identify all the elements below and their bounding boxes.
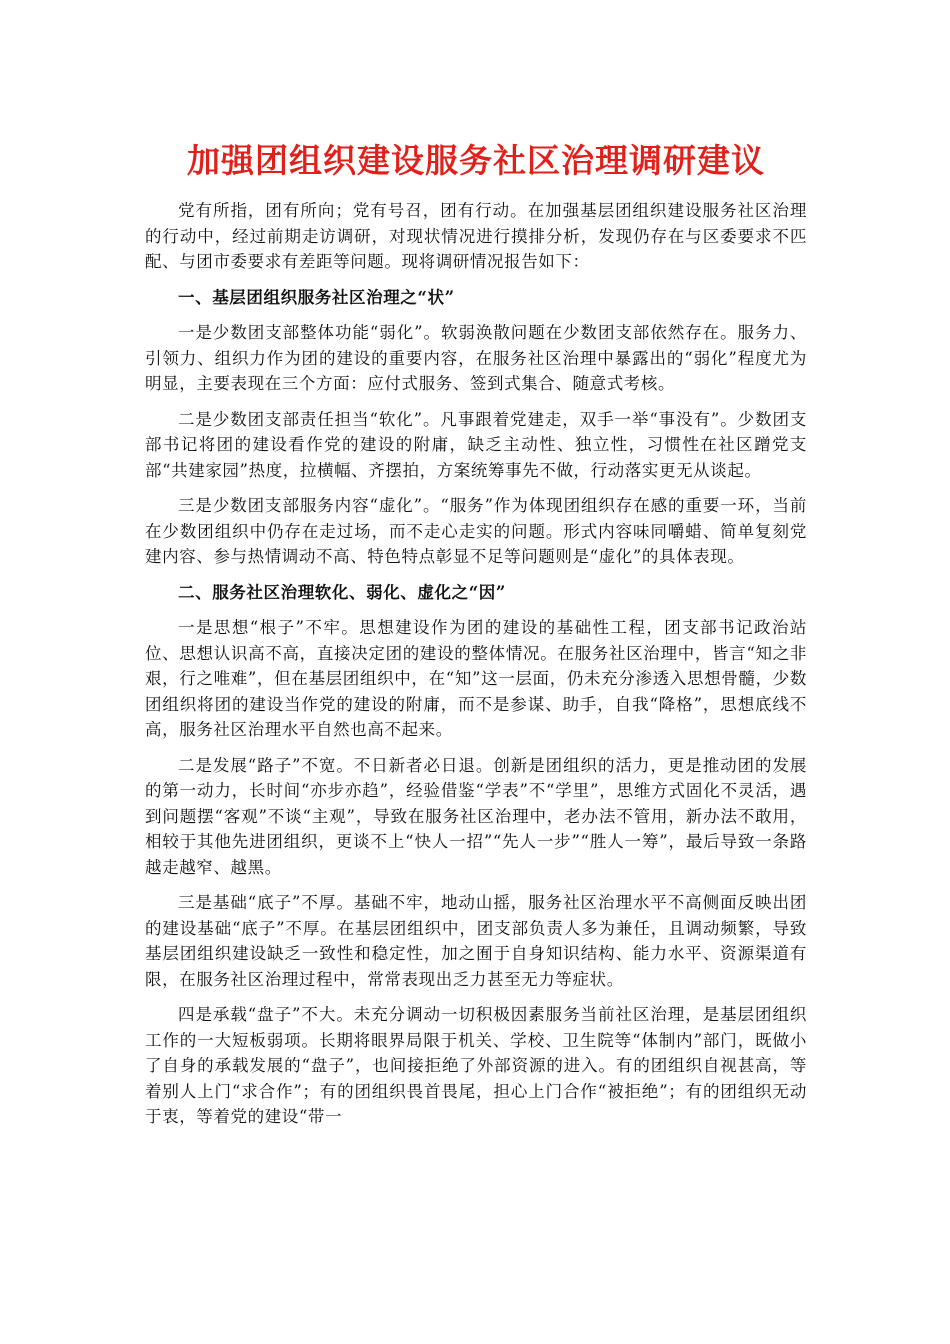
section-1-paragraph-3: 三是少数团支部服务内容“虚化”。“服务”作为体现团组织存在感的重要一环，当前在少数团组织中仍存在走过场，而不走心走实的问题。形式内容味同嚼蜡、简单复刻党建内容、参与热情调动不高、特色特点彰显不足等问题则是“虚化”的具体表现。 <box>145 496 807 566</box>
section-2-paragraph-1: 一是思想“根子”不牢。思想建设作为团的建设的基础性工程，团支部书记政治站位、思想认识高不高，直接决定团的建设的整体情况。在服务社区治理中，皆言“知之非艰，行之唯难”，但在基层团组织中，在“知”这一层面，仍未充分渗透入思想骨髓，少数团组织将团的建设当作党的建设的附庸，而不是参谋、助手，自我“降格”，思想底线不高，服务社区治理水平自然也高不起来。 <box>145 618 807 739</box>
section-2-paragraph-2: 二是发展“路子”不宽。不日新者必日退。创新是团组织的活力，更是推动团的发展的第一动力，长时间“亦步亦趋”，经验借鉴“学表”不“学里”，思维方式固化不灵活，遇到问题摆“客观”不谈“主观”，导致在服务社区治理中，老办法不管用，新办法不敢用，相较于其他先进团组织，更谈不上“快人一招”“先人一步”“胜人一筹”，最后导致一条路越走越窄、越黑。 <box>145 755 807 877</box>
section-2-paragraph-4: 四是承载“盘子”不大。未充分调动一切积极因素服务当前社区治理，是基层团组织工作的一大短板弱项。长期将眼界局限于机关、学校、卫生院等“体制内”部门，既做小了自身的承载发展的“盘子”，也间接拒绝了外部资源的进入。有的团组织自视甚高，等着别人上门“求合作”；有的团组织畏首畏尾，担心上门合作“被拒绝”；有的团组织无动于衷，等着党的建设“带一 <box>145 1005 807 1126</box>
intro-paragraph: 党有所指，团有所向；党有号召，团有行动。在加强基层团组织建设服务社区治理的行动中，经过前期走访调研，对现状情况进行摸排分析，发现仍存在与区委要求不匹配、与团市委要求有差距等问题。现将调研情况报告如下： <box>145 201 807 271</box>
section-1-heading: 一、基层团组织服务社区治理之“状” <box>178 287 455 307</box>
section-2-paragraph-3: 三是基础“底子”不厚。基础不牢，地动山摇，服务社区治理水平不高侧面反映出团的建设基础“底子”不厚。在基层团组织中，团支部负责人多为兼任，且调动频繁，导致基层团组织建设缺乏一致性和稳定性，加之囿于自身知识结构、能力水平、资源渠道有限，在服务社区治理过程中，常常表现出乏力甚至无力等症状。 <box>145 893 807 989</box>
document-title: 加强团组织建设服务社区治理调研建议 <box>187 141 765 180</box>
section-1-paragraph-2: 二是少数团支部责任担当“软化”。凡事跟着党建走，双手一举“事没有”。少数团支部书记将团的建设看作党的建设的附庸，缺乏主动性、独立性，习惯性在社区蹭党支部“共建家园”热度，拉横幅、齐摆拍，方案统筹事先不做，行动落实更无从谈起。 <box>145 409 807 480</box>
section-2-heading: 二、服务社区治理软化、弱化、虚化之“因” <box>178 582 506 602</box>
section-1-paragraph-1: 一是少数团支部整体功能“弱化”。软弱涣散问题在少数团支部依然存在。服务力、引领力、组织力作为团的建设的重要内容，在服务社区治理中暴露出的“弱化”程度尤为明显，主要表现在三个方面：应付式服务、签到式集合、随意式考核。 <box>145 323 807 393</box>
document-page <box>145 138 807 1140</box>
